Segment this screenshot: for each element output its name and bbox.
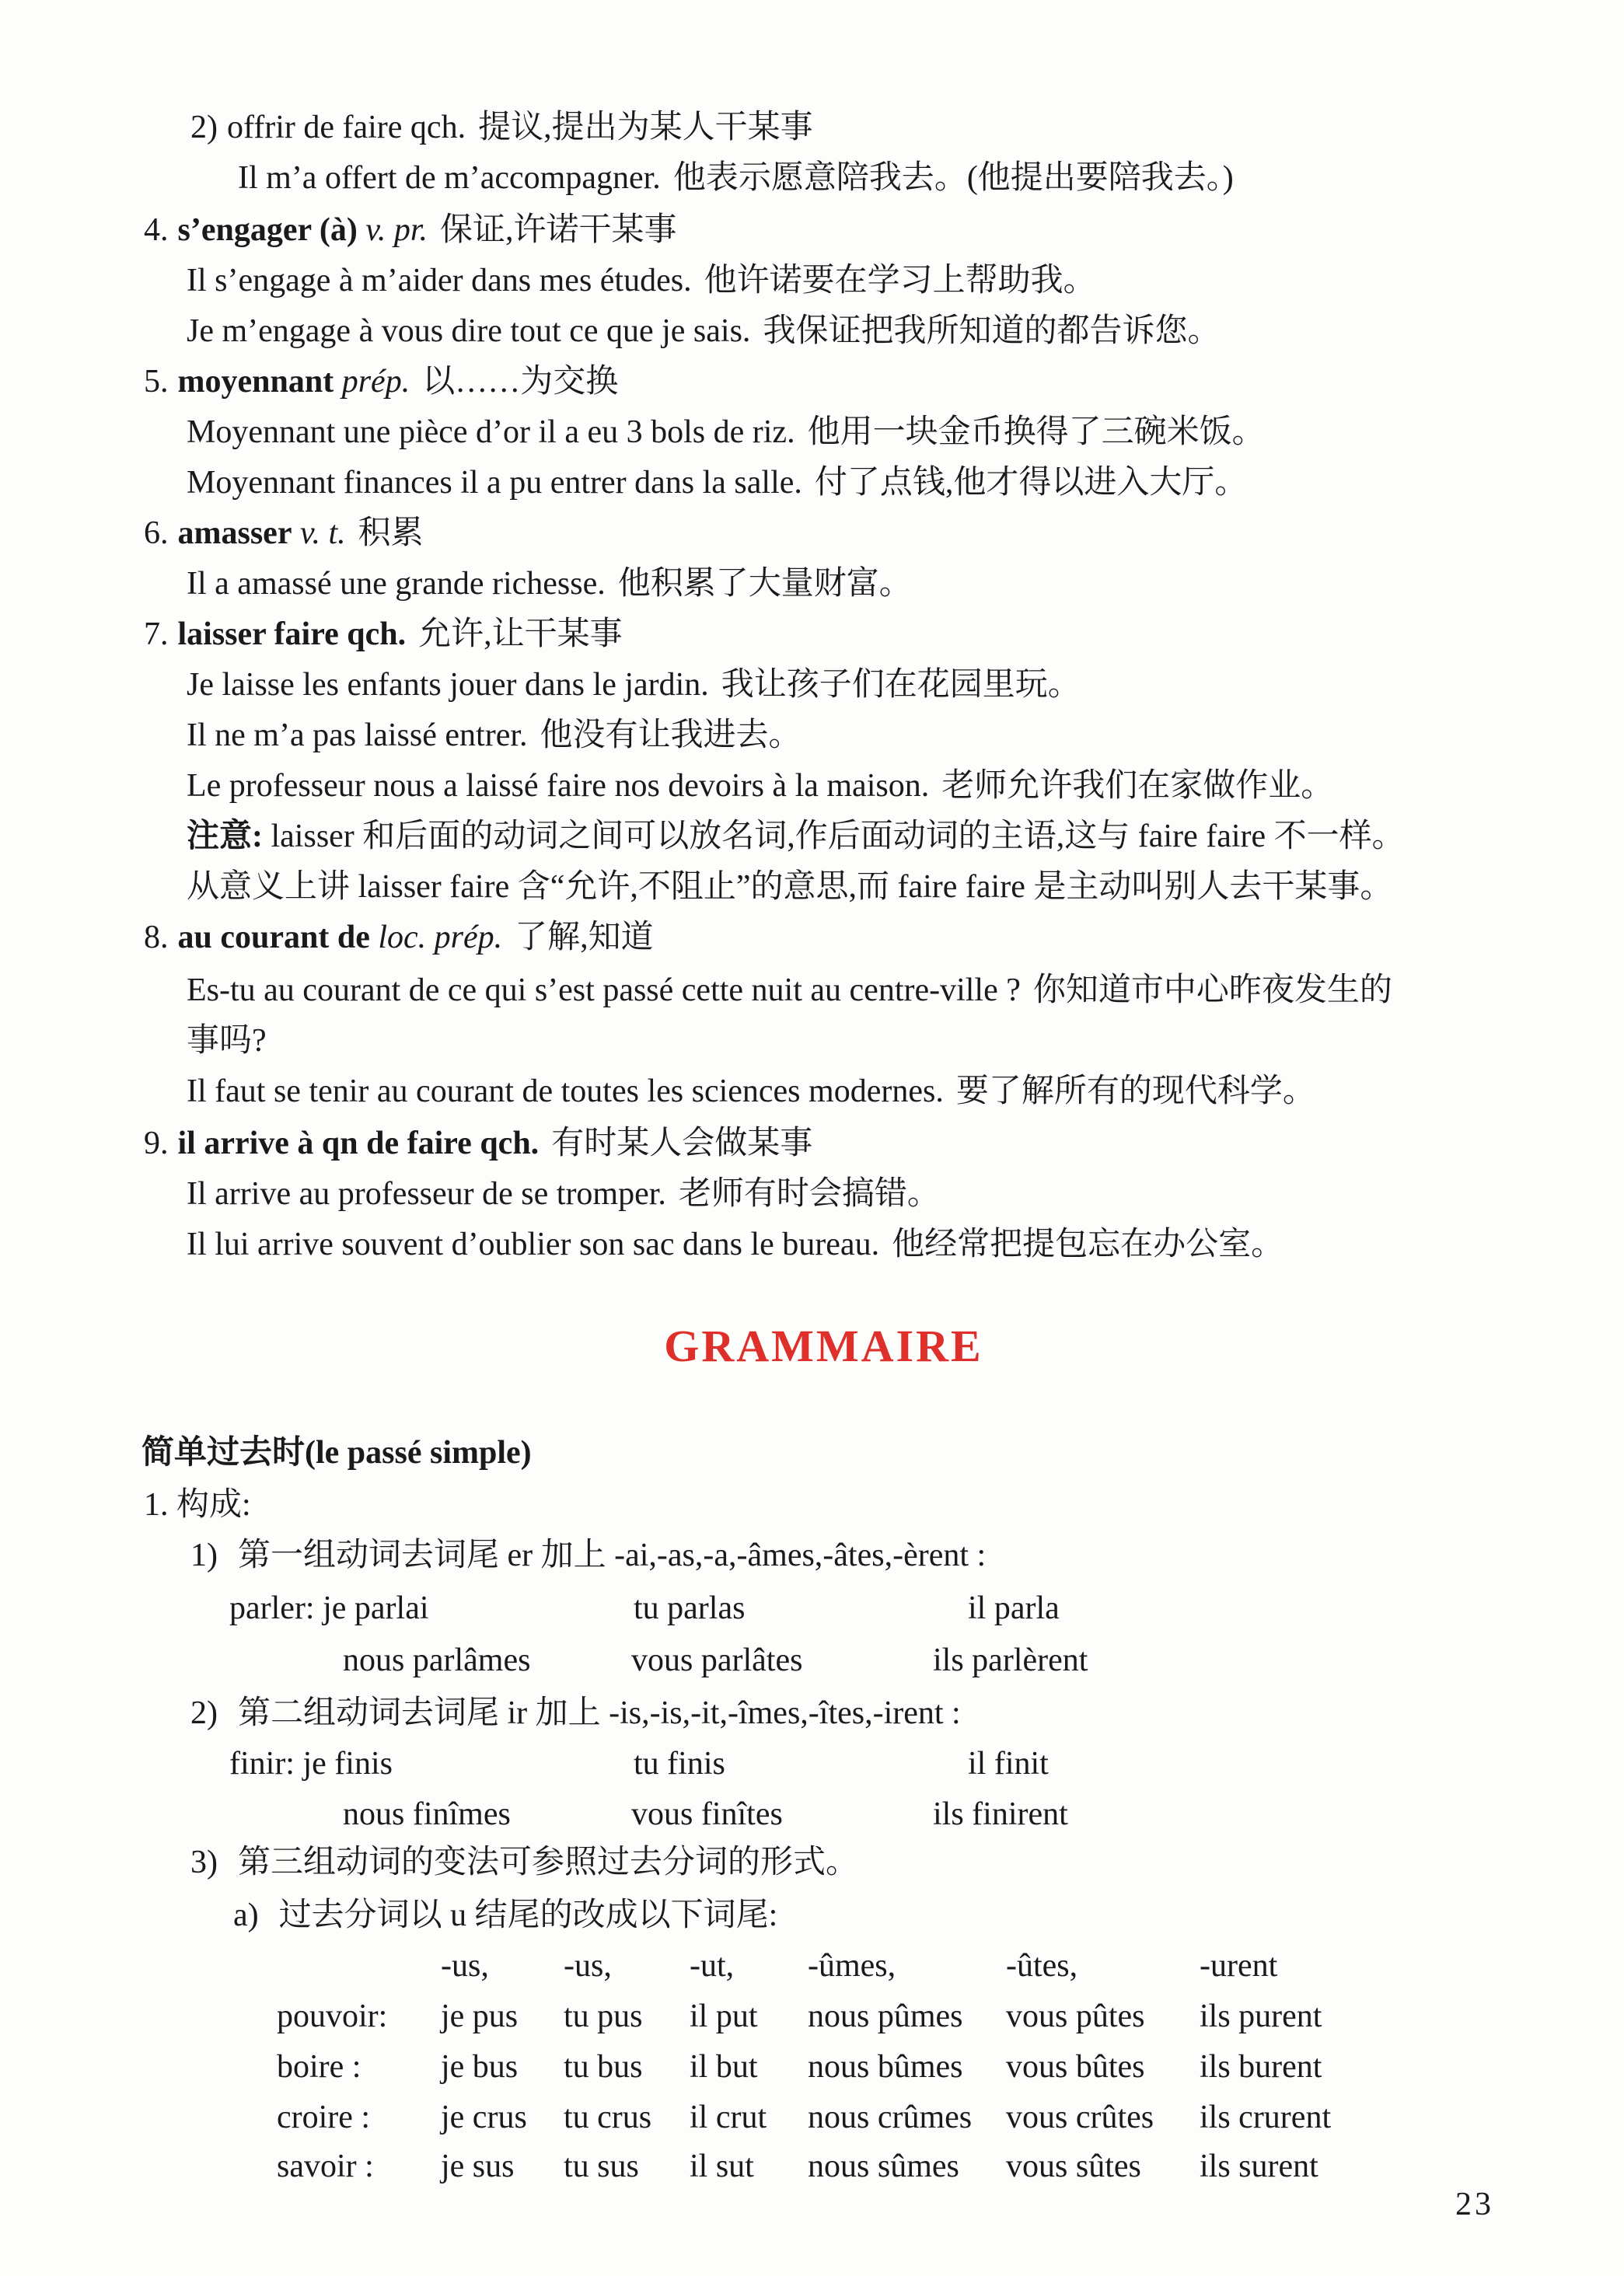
vocab-entry-4: [144, 211, 677, 249]
ending-cell: -ûmes,: [808, 1948, 896, 1984]
example-sentence: [187, 414, 1265, 451]
french-sentence: Je laisse les enfants jouer dans le jardin.: [187, 667, 709, 703]
conjugation-cell: ils purent: [1200, 1998, 1322, 2034]
item-number: 6.: [144, 515, 169, 551]
ending-cell: -ûtes,: [1006, 1948, 1078, 1984]
french-term: laisser faire qch.: [177, 616, 407, 652]
ending-cell: -urent: [1200, 1948, 1278, 1984]
item-number: 9.: [144, 1126, 169, 1161]
item-number: 8.: [144, 920, 169, 955]
conjugation-cell: ils parlèrent: [933, 1642, 1088, 1678]
conjugation-cell: il put: [690, 1998, 758, 2034]
chinese-gloss: 以……为交换: [422, 364, 619, 400]
grammar-topic-heading: 简单过去时(le passé simple): [141, 1435, 532, 1471]
pos-abbreviation: prép.: [341, 364, 410, 400]
rule-line-3a: [233, 1897, 777, 1934]
example-sentence: [187, 1073, 1315, 1110]
chinese-translation: 他许诺要在学习上帮助我。: [704, 263, 1096, 298]
vocab-entry-7: [144, 616, 623, 653]
conjugation-cell: il sut: [690, 2149, 754, 2184]
vocab-subentry-2: [190, 109, 813, 146]
conjugation-cell: vous finîtes: [631, 1796, 783, 1832]
conjugation-cell: ils burent: [1200, 2049, 1322, 2085]
conjugation-row-finir-1: [0, 1745, 1624, 1789]
item-number: 4.: [144, 212, 169, 248]
rule-number: 3): [190, 1845, 218, 1880]
example-sentence: [187, 1226, 1283, 1263]
chinese-translation: 我让孩子们在花园里玩。: [721, 667, 1081, 703]
conjugation-row-pouvoir: [0, 1998, 1624, 2041]
note-text: laisser 和后面的动词之间可以放名词,作后面动词的主语,这与 faire faire 不一样。: [271, 819, 1405, 854]
conjugation-cell: je sus: [441, 2149, 515, 2184]
rule-text: 第二组动词去词尾 ir 加上 -is,-is,-it,-îmes,-îtes,-irent :: [238, 1695, 961, 1731]
example-sentence: [187, 262, 1096, 299]
conjugation-cell: tu crus: [564, 2100, 652, 2135]
example-sentence: [187, 666, 1081, 703]
conjugation-row-savoir: [0, 2148, 1624, 2191]
chinese-translation: 老师允许我们在家做作业。: [941, 768, 1334, 804]
conjugation-cell: tu bus: [564, 2049, 643, 2085]
chinese-translation: 他积累了大量财富。: [617, 566, 912, 602]
french-term: amasser: [177, 515, 292, 551]
chinese-translation: 我保证把我所知道的都告诉您。: [763, 313, 1221, 349]
translation-continuation: [187, 1022, 267, 1059]
conjugation-cell: je crus: [441, 2100, 527, 2135]
example-sentence: [187, 565, 912, 602]
french-sentence: Il arrive au professeur de se tromper.: [187, 1176, 666, 1212]
conjugation-cell: vous crûtes: [1006, 2100, 1154, 2135]
chinese-translation: 要了解所有的现代科学。: [955, 1073, 1315, 1109]
french-sentence: Moyennant finances il a pu entrer dans la salle.: [187, 465, 802, 501]
conjugation-row-croire: [0, 2099, 1624, 2142]
conjugation-cell: il but: [690, 2049, 758, 2085]
conjugation-cell: il parla: [968, 1590, 1060, 1626]
endings-row: [0, 1947, 1624, 1991]
rule-number: a): [233, 1897, 259, 1933]
note-text: 从意义上讲 laisser faire 含“允许,不阻止”的意思,而 faire faire 是主动叫别人去干某事。: [187, 869, 1393, 905]
item-number: 7.: [144, 616, 169, 652]
vocab-entry-6: [144, 515, 424, 552]
chinese-translation: 他没有让我进去。: [540, 717, 802, 753]
chinese-translation: 老师有时会搞错。: [678, 1176, 940, 1212]
chinese-translation: 你知道市中心昨夜发生的: [1032, 972, 1392, 1008]
rule-text: 过去分词以 u 结尾的改成以下词尾:: [278, 1897, 778, 1933]
grammar-title: GRAMMAIRE: [664, 1321, 983, 1371]
conjugation-cell: il finit: [968, 1746, 1049, 1782]
chinese-translation: 他用一块金币换得了三碗米饭。: [807, 414, 1265, 450]
rule-number: 2): [190, 1695, 218, 1731]
chinese-gloss: 了解,知道: [515, 920, 654, 955]
vocab-entry-8: [144, 919, 654, 956]
conjugation-cell: vous bûtes: [1006, 2049, 1145, 2085]
conjugation-cell: vous sûtes: [1006, 2149, 1141, 2184]
conjugation-row-boire: [0, 2048, 1624, 2092]
rule-text: 第一组动词去词尾 er 加上 -ai,-as,-a,-âmes,-âtes,-èrent :: [238, 1538, 987, 1573]
rule-line-3: [190, 1844, 858, 1881]
usage-note: [187, 818, 1405, 855]
chinese-gloss: 积累: [358, 515, 424, 551]
conjugation-row-finir-2: [0, 1796, 1624, 1839]
rule-number: 1): [190, 1538, 218, 1573]
french-sentence: Es-tu au courant de ce qui s’est passé cette nuit au centre-ville ?: [187, 972, 1021, 1008]
example-sentence: [187, 1175, 940, 1213]
rule-text: 第三组动词的变法可参照过去分词的形式。: [238, 1845, 859, 1880]
conjugation-cell: vous parlâtes: [631, 1642, 803, 1678]
conjugation-cell: nous pûmes: [808, 1998, 963, 2034]
conjugation-cell: tu finis: [634, 1746, 725, 1782]
ending-cell: -ut,: [690, 1948, 735, 1984]
conjugation-cell: nous parlâmes: [343, 1642, 531, 1678]
french-sentence: Il m’a offert de m’accompagner.: [238, 160, 661, 196]
chinese-gloss: 有时某人会做某事: [551, 1126, 813, 1161]
chinese-gloss: 保证,许诺干某事: [440, 212, 677, 248]
french-term: il arrive à qn de faire qch.: [177, 1126, 540, 1161]
conjugation-cell: ils finirent: [933, 1796, 1068, 1832]
conjugation-row-parler-1: [0, 1590, 1624, 1633]
conjugation-cell: vous pûtes: [1006, 1998, 1145, 2034]
conjugation-cell: nous finîmes: [343, 1796, 511, 1832]
conjugation-cell: tu parlas: [634, 1590, 746, 1626]
french-term: au courant de: [177, 920, 370, 955]
example-sentence: [187, 717, 802, 754]
french-sentence: Il s’engage à m’aider dans mes études.: [187, 263, 692, 298]
example-sentence: [187, 767, 1333, 805]
note-label: 注意:: [187, 819, 263, 854]
rule-line-2: [190, 1695, 961, 1732]
french-sentence: Moyennant une pièce d’or il a eu 3 bols de riz.: [187, 414, 795, 450]
formation-label: 1. 构成:: [144, 1487, 251, 1523]
conjugation-row-parler-2: [0, 1642, 1624, 1685]
french-sentence: Je m’engage à vous dire tout ce que je sais.: [187, 313, 751, 349]
example-sentence: [238, 159, 1234, 197]
french-term: offrir de faire qch.: [227, 110, 466, 145]
conjugation-cell: nous sûmes: [808, 2149, 959, 2184]
vocab-entry-5: [144, 363, 618, 400]
french-sentence: Il a amassé une grande richesse.: [187, 566, 606, 602]
conjugation-cell: ils surent: [1200, 2149, 1318, 2184]
verb-label: croire :: [277, 2100, 371, 2135]
usage-note-continuation: [187, 868, 1392, 906]
french-term: moyennant: [177, 364, 334, 400]
french-sentence: Il ne m’a pas laissé entrer.: [187, 717, 528, 753]
rule-line-1: [190, 1537, 986, 1574]
conjugation-cell: je pus: [441, 1998, 519, 2034]
chinese-gloss: 提议,提出为某人干某事: [478, 110, 813, 145]
conjugation-cell: il crut: [690, 2100, 767, 2135]
chinese-translation: 付了点钱,他才得以进入大厅。: [814, 465, 1248, 501]
pos-abbreviation: loc. prép.: [378, 920, 503, 955]
example-sentence: [187, 972, 1392, 1009]
french-term: s’engager (à): [177, 212, 358, 248]
pos-abbreviation: v. t.: [299, 515, 346, 551]
chinese-translation: 他经常把提包忘在办公室。: [892, 1227, 1284, 1262]
chinese-translation: 事吗?: [187, 1023, 267, 1059]
french-sentence: Il lui arrive souvent d’oublier son sac dans le bureau.: [187, 1227, 880, 1262]
conjugation-cell: parler: je parlai: [229, 1590, 429, 1626]
conjugation-cell: je bus: [441, 2049, 519, 2085]
verb-label: pouvoir:: [277, 1998, 388, 2034]
conjugation-cell: finir: je finis: [229, 1746, 393, 1782]
item-number: 2): [190, 110, 218, 145]
conjugation-cell: tu pus: [564, 1998, 643, 2034]
ending-cell: -us,: [441, 1948, 489, 1984]
verb-label: savoir :: [277, 2149, 374, 2184]
ending-cell: -us,: [564, 1948, 612, 1984]
chinese-gloss: 允许,让干某事: [418, 616, 623, 652]
chinese-translation: 他表示愿意陪我去。(他提出要陪我去。): [672, 160, 1234, 196]
example-sentence: [187, 464, 1247, 501]
example-sentence: [187, 312, 1220, 350]
french-sentence: Il faut se tenir au courant de toutes les sciences modernes.: [187, 1073, 944, 1109]
conjugation-cell: ils crurent: [1200, 2100, 1332, 2135]
conjugation-cell: nous bûmes: [808, 2049, 963, 2085]
french-sentence: Le professeur nous a laissé faire nos devoirs à la maison.: [187, 768, 930, 804]
pos-abbreviation: v. pr.: [365, 212, 428, 248]
conjugation-cell: tu sus: [564, 2149, 639, 2184]
item-number: 5.: [144, 364, 169, 400]
conjugation-cell: nous crûmes: [808, 2100, 973, 2135]
verb-label: boire :: [277, 2049, 361, 2085]
page-number: 23: [1455, 2187, 1494, 2222]
vocab-entry-9: [144, 1125, 812, 1162]
